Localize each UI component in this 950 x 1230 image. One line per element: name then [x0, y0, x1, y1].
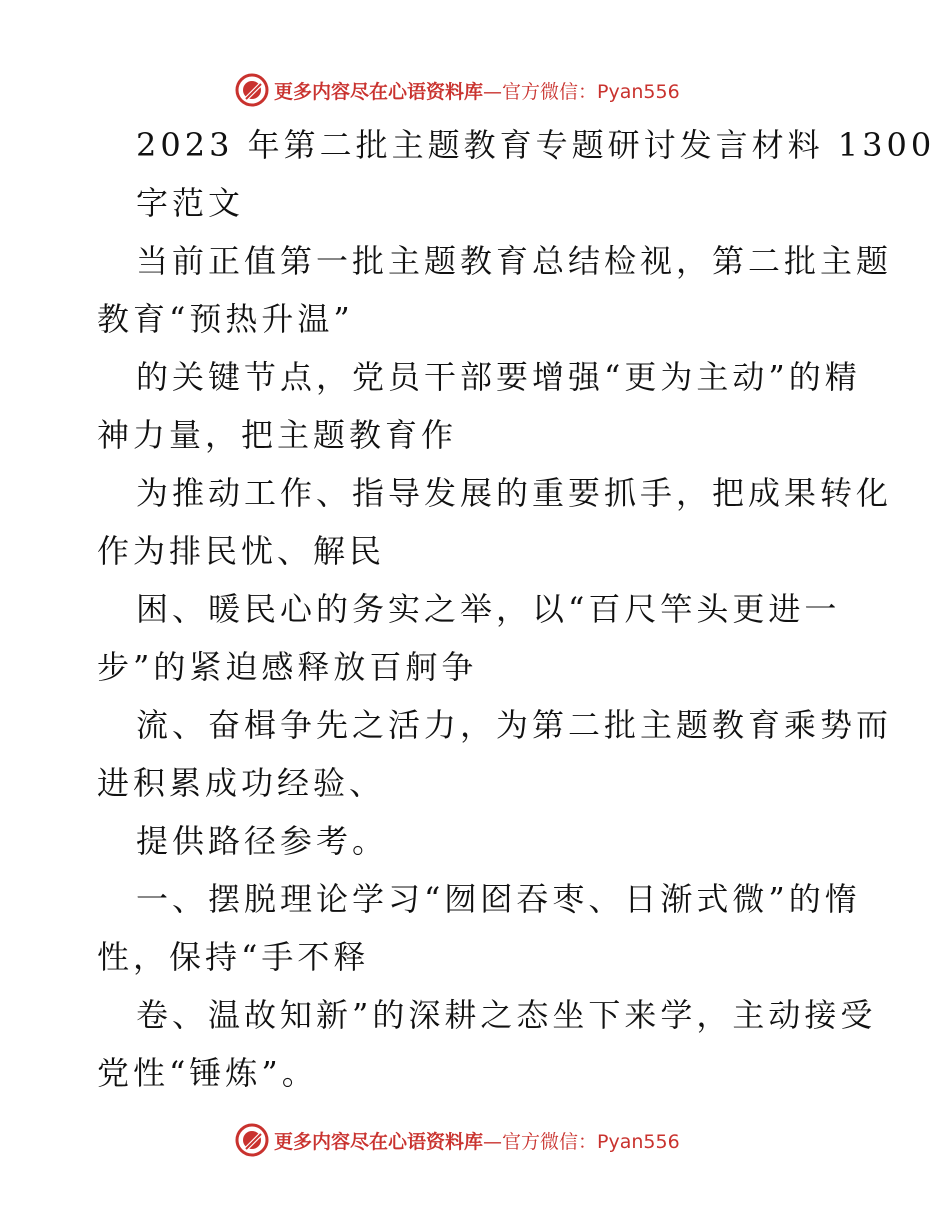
doc-line-14: 一、摆脱理论学习“囫囵吞枣、日渐式微”的惰 — [136, 880, 861, 918]
watermark-text-lead: 更多内容尽在心语资料库 — [274, 80, 484, 103]
doc-line-9: 困、暖民心的务实之举，以“百尺竿头更进一 — [136, 590, 841, 628]
doc-line-3: 当前正值第一批主题教育总结检视，第二批主题 — [136, 242, 893, 280]
doc-line-5: 的关键节点，党员干部要增强“更为主动”的精 — [136, 358, 861, 396]
doc-line-6: 神力量，把主题教育作 — [97, 416, 458, 454]
doc-line-10: 步”的紧迫感释放百舸争 — [97, 648, 478, 686]
pen-logo-icon — [234, 72, 270, 108]
doc-title-line-2: 字范文 — [136, 184, 245, 222]
watermark-banner-top — [234, 70, 680, 110]
watermark-banner-bottom — [234, 1120, 680, 1160]
doc-line-8: 作为排民忧、解民 — [97, 532, 386, 570]
pen-logo-icon — [234, 1122, 270, 1158]
watermark-text — [274, 77, 680, 104]
doc-line-4: 教育“预热升温” — [97, 300, 354, 338]
watermark-text-lead: 更多内容尽在心语资料库 — [274, 1130, 484, 1153]
doc-line-15: 性，保持“手不释 — [97, 938, 370, 976]
watermark-text-tail: —官方微信：Pyan556 — [483, 80, 680, 103]
doc-line-13: 提供路径参考。 — [136, 822, 389, 860]
doc-line-7: 为推动工作、指导发展的重要抓手，把成果转化 — [136, 474, 893, 512]
watermark-text-tail: —官方微信：Pyan556 — [483, 1130, 680, 1153]
watermark-text — [274, 1127, 680, 1154]
doc-title-line-1: 2023 年第二批主题教育专题研讨发言材料 1300 — [136, 126, 936, 164]
doc-line-11: 流、奋楫争先之活力，为第二批主题教育乘势而 — [136, 706, 893, 744]
doc-line-16: 卷、温故知新”的深耕之态坐下来学，主动接受 — [136, 996, 877, 1034]
doc-line-12: 进积累成功经验、 — [97, 764, 386, 802]
doc-line-17: 党性“锤炼”。 — [97, 1054, 318, 1092]
